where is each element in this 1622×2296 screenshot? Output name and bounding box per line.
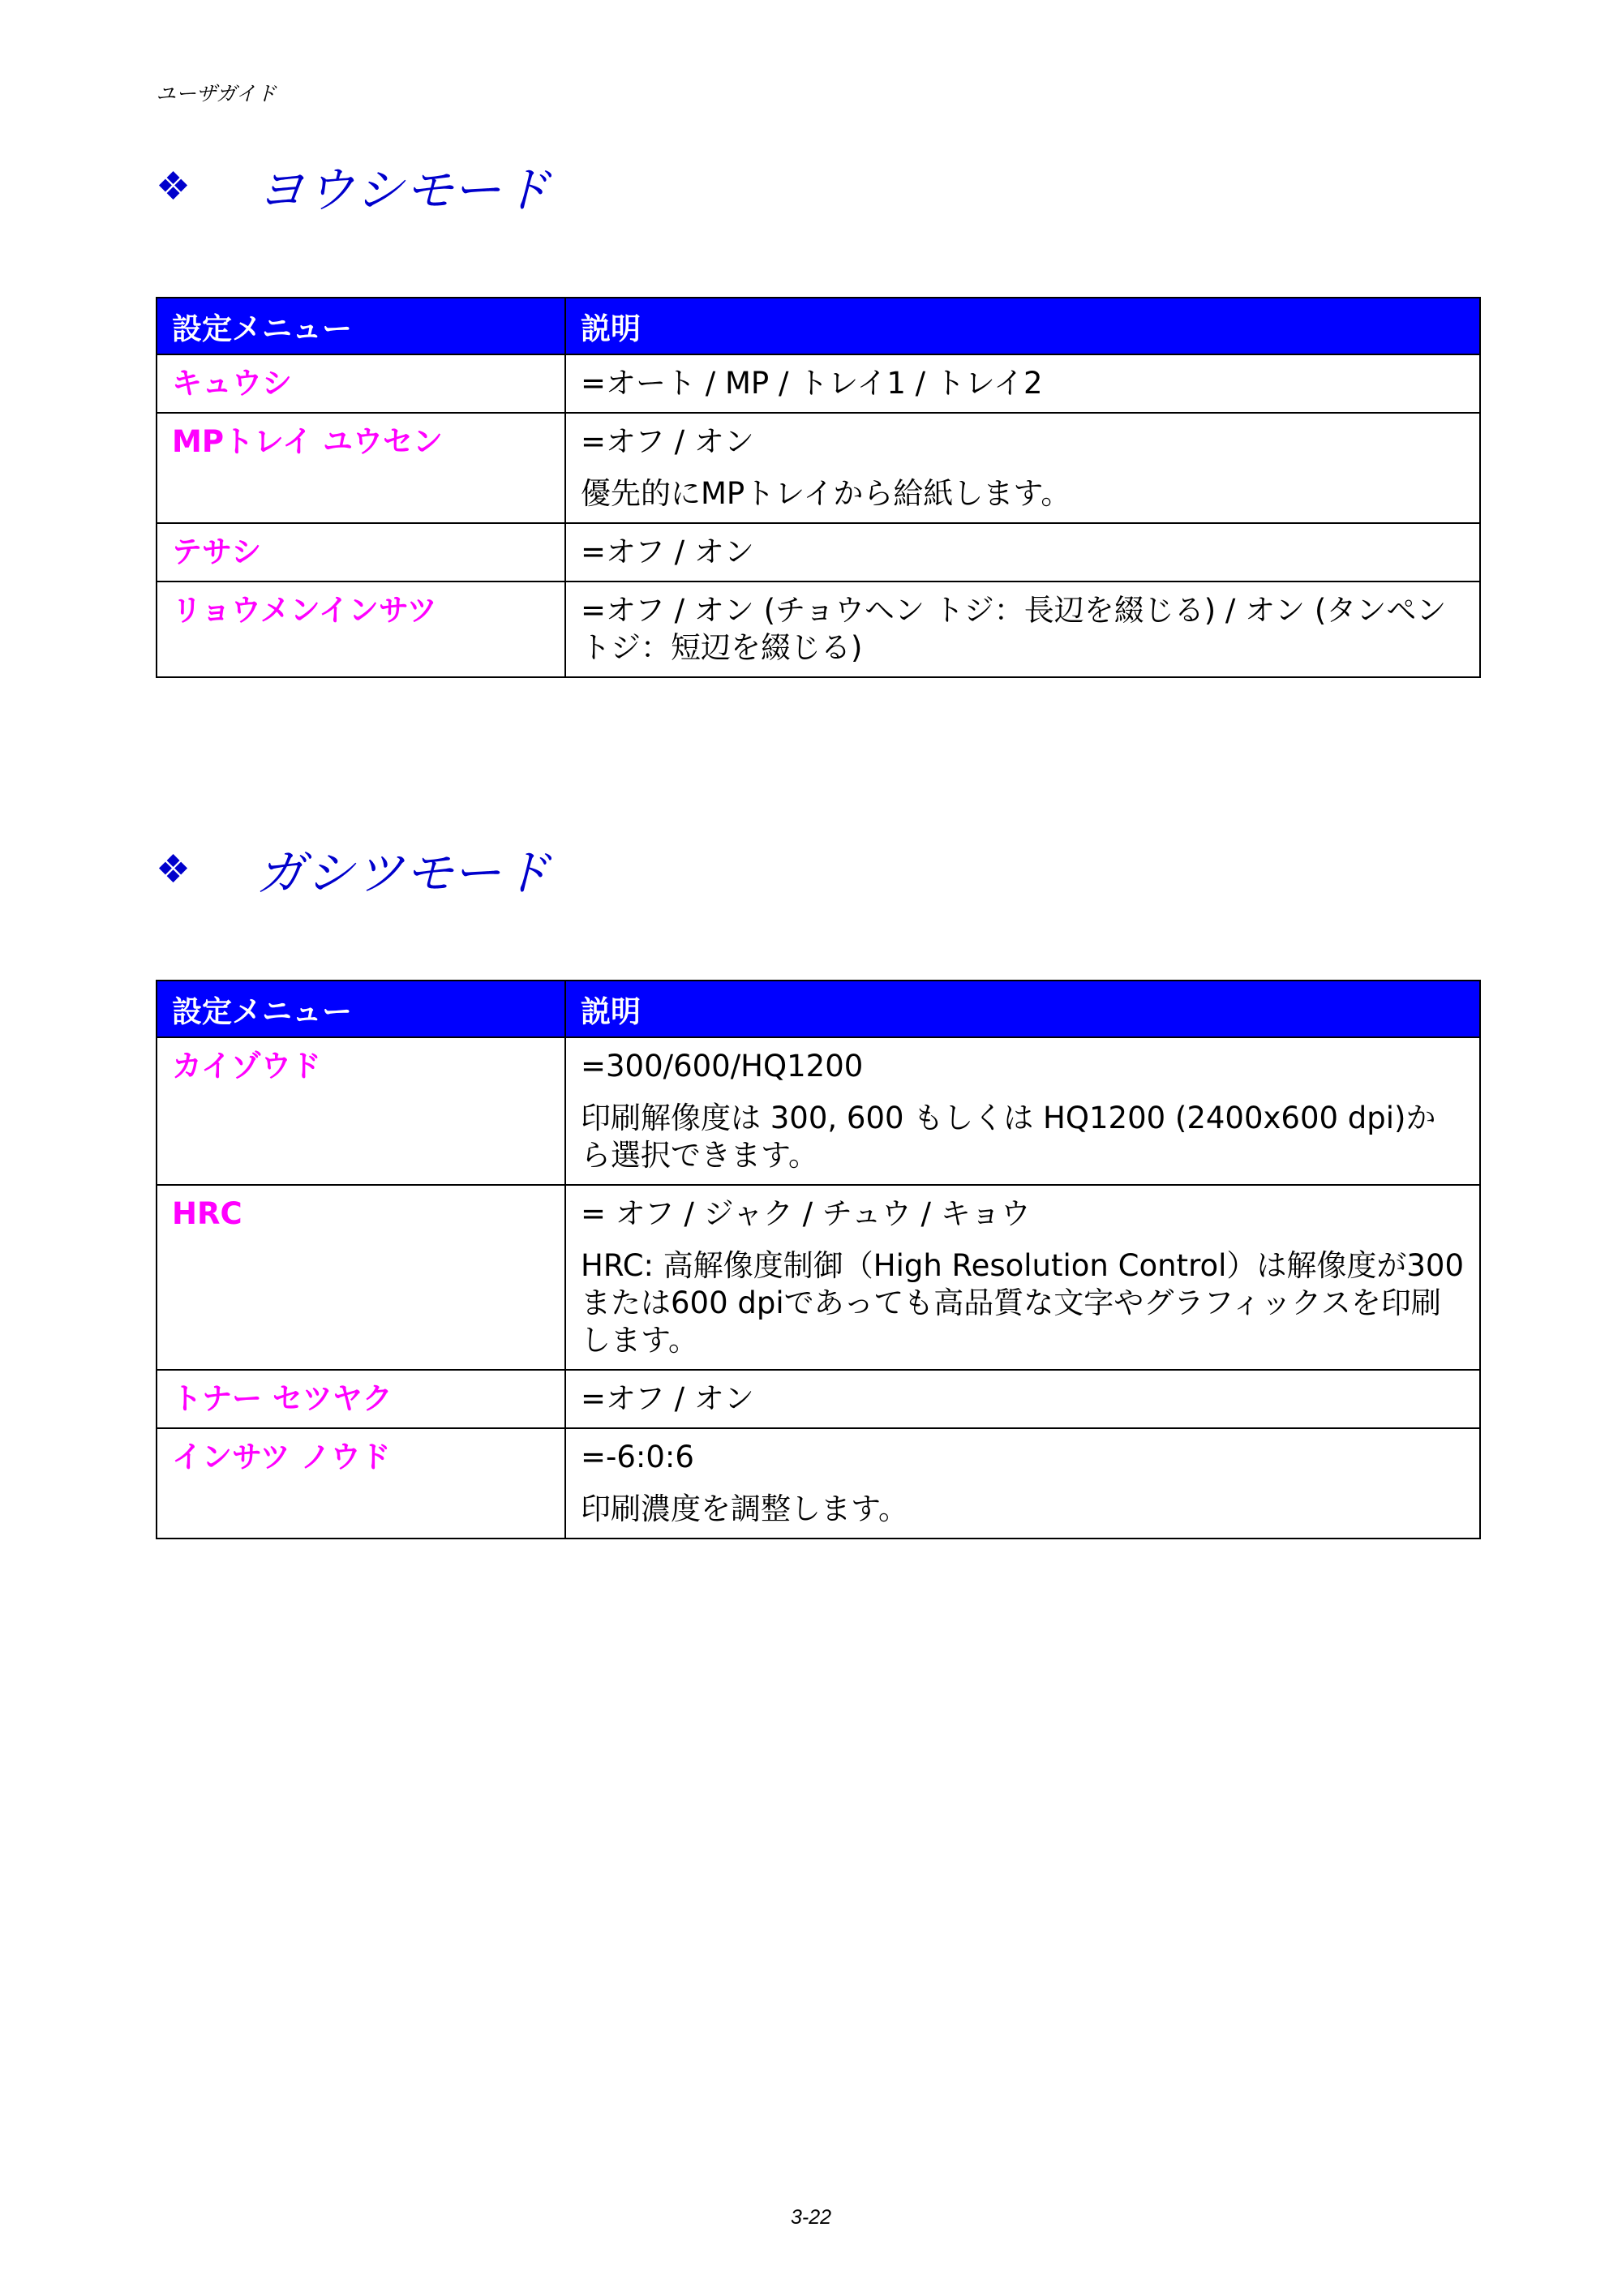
- table-row: [157, 354, 1480, 413]
- four-diamond-bullet-icon: ❖: [156, 847, 191, 892]
- running-header: ユーザガイド: [156, 83, 277, 105]
- menu-item-name: インサツ ノウド: [157, 1428, 565, 1539]
- column-header-menu: 設定メニュー: [157, 298, 565, 354]
- table-header-row: [157, 981, 1480, 1037]
- table-row: [157, 1370, 1480, 1428]
- menu-item-description: [565, 1428, 1480, 1539]
- menu-item-value: =オフ / オン: [581, 424, 754, 459]
- column-header-menu: 設定メニュー: [157, 981, 565, 1037]
- menu-item-name: HRC: [157, 1185, 565, 1370]
- table-row: [157, 582, 1480, 677]
- table-row: [157, 1428, 1480, 1539]
- menu-item-name: テサシ: [157, 523, 565, 582]
- settings-table-paper-mode: [156, 297, 1481, 678]
- menu-item-value: =オフ / オン: [581, 1381, 754, 1416]
- table-header-row: [157, 298, 1480, 354]
- table-row: [157, 523, 1480, 582]
- column-header-description: 説明: [565, 981, 1480, 1037]
- menu-item-name: カイゾウド: [157, 1037, 565, 1185]
- menu-item-value: =オフ / オン: [581, 534, 754, 569]
- section-heading-quality-mode: [156, 837, 551, 902]
- menu-item-value: =オフ / オン (チョウヘン トジ：長辺を綴じる) / オン (タンペン トジ：短辺を綴じる): [581, 593, 1447, 665]
- menu-item-name: キュウシ: [157, 354, 565, 413]
- menu-item-description: [565, 1185, 1480, 1370]
- menu-item-description: [565, 1037, 1480, 1185]
- menu-item-note: 優先的にMPトレイから給紙します。: [581, 476, 1071, 511]
- column-header-description: 説明: [565, 298, 1480, 354]
- four-diamond-bullet-icon: ❖: [156, 164, 191, 209]
- menu-item-description: [565, 413, 1480, 523]
- menu-item-name: リョウメンインサツ: [157, 582, 565, 677]
- menu-item-description: [565, 354, 1480, 413]
- table-row: [157, 1185, 1480, 1370]
- section-title: ヨウシモード: [256, 162, 551, 219]
- menu-item-note: 印刷解像度は 300, 600 もしくは HQ1200 (2400x600 dpi)から選択できます。: [581, 1101, 1436, 1173]
- section-heading-paper-mode: [156, 154, 551, 219]
- menu-item-note: HRC: 高解像度制御（High Resolution Control）は解像度が300または600 dpiであっても高品質な文字やグラフィックスを印刷します。: [581, 1248, 1465, 1358]
- settings-table-quality-mode: [156, 980, 1481, 1539]
- menu-item-description: [565, 1370, 1480, 1428]
- table-row: [157, 1037, 1480, 1185]
- menu-item-description: [565, 582, 1480, 677]
- table-row: [157, 413, 1480, 523]
- menu-item-note: 印刷濃度を調整します。: [581, 1491, 909, 1526]
- menu-item-value: = オフ / ジャク / チュウ / キョウ: [581, 1196, 1031, 1231]
- menu-item-value: =オート / MP / トレイ1 / トレイ2: [581, 366, 1043, 401]
- menu-item-value: =-6:0:6: [581, 1440, 694, 1474]
- menu-item-description: [565, 523, 1480, 582]
- page-number: 3-22: [790, 2206, 832, 2229]
- menu-item-value: =300/600/HQ1200: [581, 1049, 864, 1084]
- section-title: ガシツモード: [256, 845, 551, 902]
- menu-item-name: トナー セツヤク: [157, 1370, 565, 1428]
- menu-item-name: MPトレイ ユウセン: [157, 413, 565, 523]
